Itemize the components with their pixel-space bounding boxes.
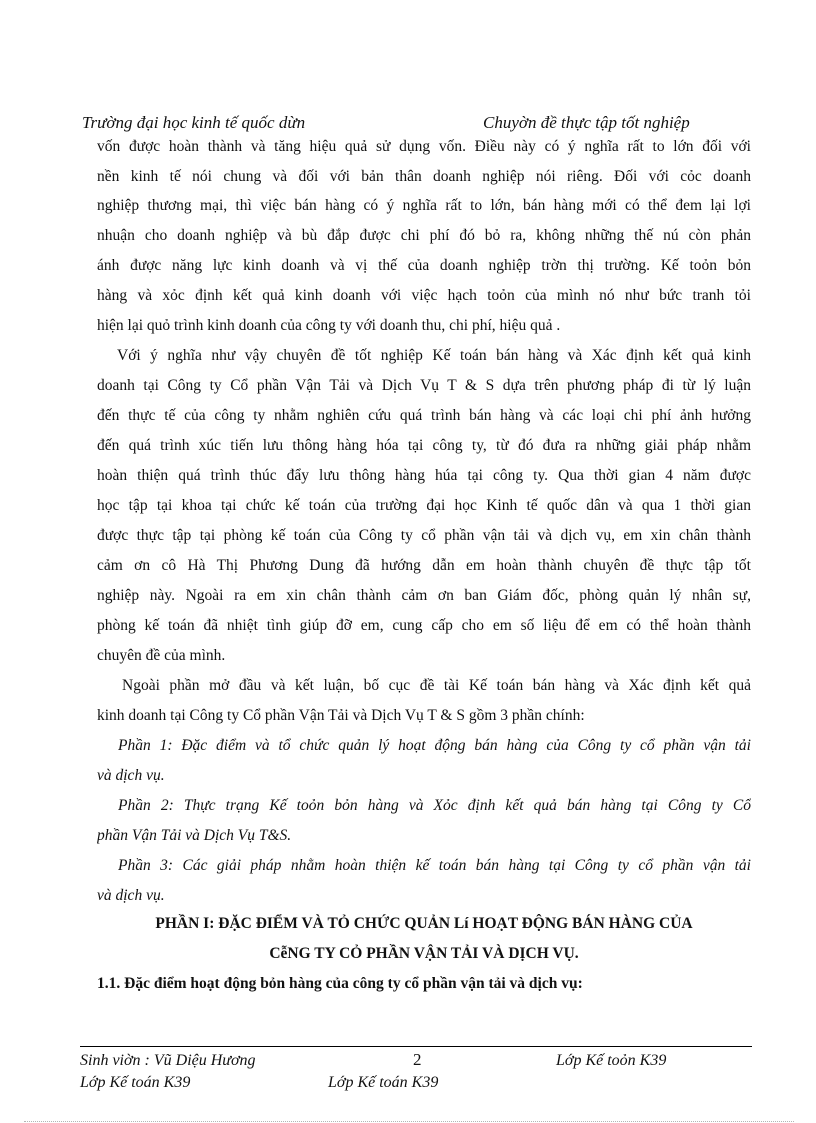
paragraph-line: phòng kế toán đã nhiệt tình giúp đỡ em, cung cấp cho em số liệu để em có thể hoàn thành — [97, 617, 751, 634]
chapter-heading-cont: CễNG TY CỎ PHẦN VẬN TẢI VÀ DỊCH VỤ. — [269, 945, 579, 962]
paragraph-line: Ngoài phần mở đầu và kết luận, bố cục đề tài Kế toán bán hàng và Xác định kết quả — [122, 677, 751, 694]
paragraph-line: đến quá trình xúc tiến lưu thông hàng hóa tại công ty, từ đó đưa ra những giải pháp nhằm — [97, 437, 751, 454]
paragraph-line: hiện lại quỏ trình kinh doanh của công ty với doanh thu, chi phí, hiệu quả . — [97, 317, 561, 334]
chapter-heading: PHẦN I: ĐẶC ĐIỂM VÀ TỎ CHỨC QUẢN Lí HOẠT ĐỘNG BÁN HÀNG CỦA — [155, 915, 693, 932]
paragraph-line: được thực tập tại phòng kế toán của Công ty cổ phần vận tải và dịch vụ, em xin chân thành — [97, 527, 751, 544]
paragraph-line: học tập tại khoa tại chức kế toán của trường đại học Kinh tế quốc dân và qua 1 thời gian — [97, 497, 751, 514]
paragraph-line: hoàn thiện quá trình thúc đẩy lưu thông hàng húa tại công ty. Qua thời gian 4 năm được — [97, 467, 751, 484]
outline-part-1-cont: và dịch vụ. — [97, 767, 165, 784]
paragraph-line: nền kinh tế nói chung và đối với bản thân doanh nghiệp nói riêng. Đối với cỏc doanh — [97, 168, 751, 185]
footer-student-name: Sinh viờn : Vũ Diệu Hương — [80, 1052, 256, 1069]
outline-part-1: Phần 1: Đặc điểm và tổ chức quản lý hoạt động bán hàng của Công ty cổ phần vận tải — [118, 737, 751, 754]
paragraph-line: nghiệp này. Ngoài ra em xin chân thành cảm ơn ban Giám đốc, phòng quản lý nhân sự, — [97, 587, 751, 604]
page-number: 2 — [413, 1050, 422, 1069]
paragraph-line: ánh được năng lực kinh doanh và vị thế của doanh nghiệp trờn thị trường. Kế toỏn bỏn — [97, 257, 751, 274]
page-bottom-border — [24, 1121, 794, 1122]
footer-divider — [80, 1046, 752, 1047]
header-school-name: Trường đại học kinh tế quốc dừn — [82, 113, 306, 132]
outline-part-2-cont: phần Vận Tải và Dịch Vụ T&S. — [97, 827, 292, 844]
section-heading: 1.1. Đặc điểm hoạt động bỏn hàng của công ty cổ phần vận tải và dịch vụ: — [97, 975, 583, 992]
paragraph-line: hàng và xỏc định kết quả kinh doanh với việc hạch toỏn của mình nó như bức tranh tỏi — [97, 287, 751, 304]
paragraph-line: nhuận cho doanh nghiệp và bù đắp được chi phí đó bỏ ra, không những thế nú còn phản — [97, 227, 751, 244]
outline-part-2: Phần 2: Thực trạng Kế toỏn bỏn hàng và Xỏc định kết quả bán hàng tại Công ty Cổ — [118, 797, 751, 814]
paragraph-line: Với ý nghĩa như vậy chuyên đề tốt nghiệp Kế toán bán hàng và Xác định kết quả kinh — [117, 347, 751, 364]
header-document-title: Chuyờn đề thực tập tốt nghiệp — [483, 113, 690, 132]
paragraph-line: kinh doanh tại Công ty Cổ phần Vận Tải và Dịch Vụ T & S gồm 3 phần chính: — [97, 707, 585, 724]
outline-part-3: Phần 3: Các giải pháp nhằm hoàn thiện kế toán bán hàng tại Công ty cổ phần vận tải — [118, 857, 751, 874]
footer-class-middle: Lớp Kế toán K39 — [328, 1074, 439, 1091]
paragraph-line: cảm ơn cô Hà Thị Phương Dung đã hướng dẫn em hoàn thành chuyên đề thực tập tốt — [97, 557, 751, 574]
footer-class-right: Lớp Kế toỏn K39 — [556, 1052, 667, 1069]
paragraph-line: đến thực tế của công ty nhằm nghiên cứu quá trình bán hàng và các loại chi phí ảnh hưởng — [97, 407, 751, 424]
paragraph-line: doanh tại Công ty Cổ phần Vận Tải và Dịch Vụ T & S dựa trên phương pháp đi từ lý luận — [97, 377, 751, 394]
footer-class-left: Lớp Kế toán K39 — [80, 1074, 191, 1091]
paragraph-line: vốn được hoàn thành và tăng hiệu quả sử dụng vốn. Điều này có ý nghĩa rất to lớn đối với — [97, 138, 751, 155]
paragraph-line: chuyên đề của mình. — [97, 647, 226, 664]
paragraph-line: nghiệp thương mại, thì việc bán hàng có ý nghĩa rất to lớn, bán hàng mới có thể đem lại lợi — [97, 197, 751, 214]
outline-part-3-cont: và dịch vụ. — [97, 887, 165, 904]
